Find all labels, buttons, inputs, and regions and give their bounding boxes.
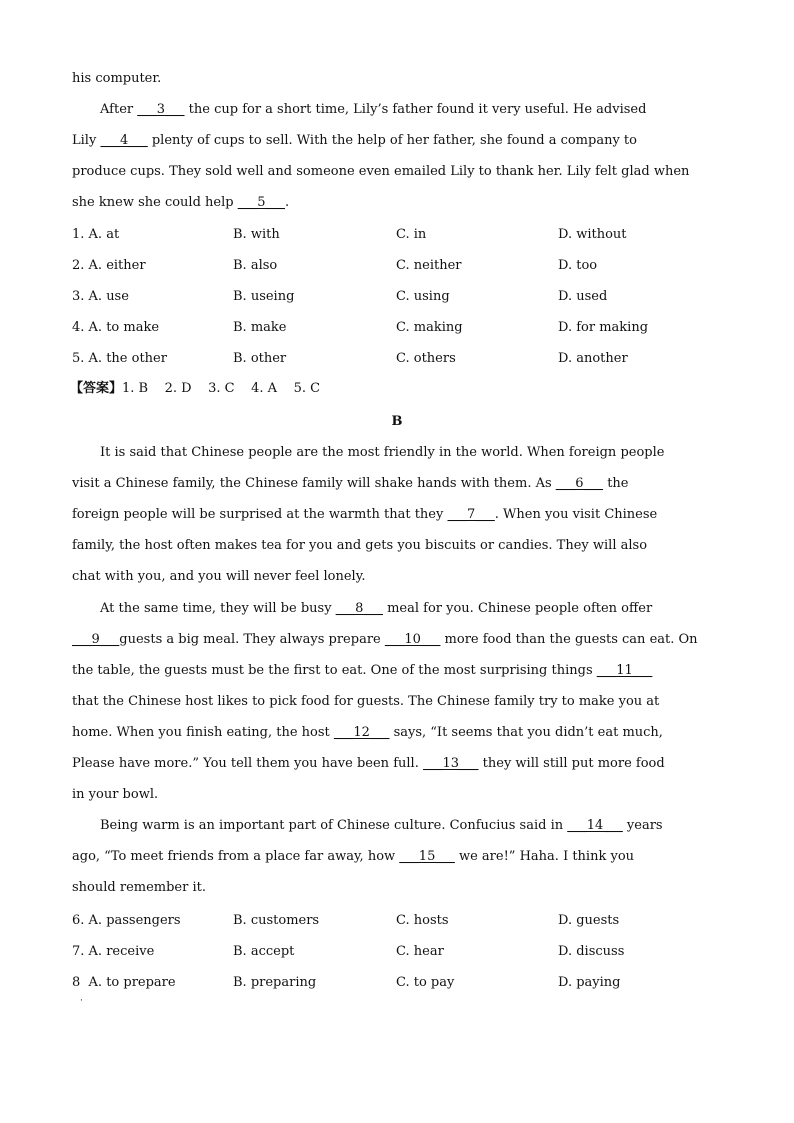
text-run: . When you visit Chinese	[494, 507, 658, 522]
passage-b-line	[72, 507, 657, 523]
option-d: D. discuss	[558, 944, 625, 959]
passage-b-line	[72, 476, 629, 492]
text-run: the table, the guests must be the first to eat. One of the most surprising things	[72, 663, 597, 678]
passage-a-line: After ___3___ the cup for a short time, Lily’s father found it very useful. He advised	[100, 102, 647, 117]
option-b: B. make	[233, 320, 287, 335]
option-c: C. to pay	[396, 975, 455, 990]
passage-a-line: she knew she could help ___5___.	[72, 195, 290, 210]
option-a: 1. A. at	[72, 227, 120, 242]
option-a: 4. A. to make	[72, 320, 160, 335]
option-a: 8 A. to prepare	[72, 975, 176, 990]
text-run: At the same time, they will be busy	[100, 601, 336, 616]
passage-b-line	[72, 787, 158, 803]
text-run: visit a Chinese family, the Chinese family will shake hands with them. As	[72, 476, 556, 491]
passage-a-line: produce cups. They sold well and someone even emailed Lily to thank her. Lily felt glad when	[72, 164, 690, 179]
blank-14: ___14___	[567, 818, 623, 833]
passage-b-line	[72, 694, 659, 710]
blank-13: ___13___	[422, 756, 479, 771]
section-title: B	[391, 414, 403, 429]
text-run: meal for you. Chinese people often offer	[382, 601, 653, 616]
option-c: C. making	[396, 320, 463, 335]
passage-b-line	[100, 601, 652, 617]
text-run: says, “It seems that you didn’t eat much,	[389, 725, 663, 740]
option-c: C. others	[396, 351, 456, 366]
text-run: we are!” Haha. I think you	[454, 849, 635, 864]
passage-b-line	[72, 849, 634, 865]
text-run: more food than the guests can eat. On	[440, 632, 698, 647]
option-a: 5. A. the other	[72, 351, 167, 366]
option-d: D. used	[558, 289, 608, 304]
passage-b-line	[72, 569, 365, 585]
text-run: they will still put more food	[478, 756, 665, 771]
blank-5: ___5___	[237, 195, 285, 210]
passage-b-line	[72, 538, 647, 554]
option-c: C. hear	[396, 944, 444, 959]
option-c: C. neither	[396, 258, 462, 273]
option-b: B. useing	[233, 289, 295, 304]
answer-text: 1. B 2. D 3. C 4. A 5. C	[122, 381, 321, 396]
option-c: C. using	[396, 289, 450, 304]
option-c: C. hosts	[396, 913, 449, 928]
option-a: 7. A. receive	[72, 944, 155, 959]
passage-b-line	[100, 445, 664, 461]
text-run: in your bowl.	[72, 787, 159, 802]
text-run: ago, “To meet friends from a place far away, how	[72, 849, 400, 864]
passage-a-line: Lily ___4___ plenty of cups to sell. With the help of her father, she found a company to	[72, 133, 637, 148]
option-b: B. preparing	[233, 975, 317, 990]
answer-key	[70, 381, 320, 397]
passage-b-line	[72, 756, 665, 772]
text-run: should remember it.	[72, 880, 206, 895]
option-b: B. other	[233, 351, 287, 366]
blank-6: ___6___	[555, 476, 604, 491]
blank-10: ___10___	[384, 632, 441, 647]
answer-label: 【答案】	[70, 381, 123, 396]
passage-b-line	[100, 818, 663, 834]
text-run: years	[622, 818, 663, 833]
option-d: D. paying	[558, 975, 621, 990]
text-run: that the Chinese host likes to pick food for guests. The Chinese family try to make you at	[72, 694, 660, 709]
text-run: Being warm is an important part of Chinese culture. Confucius said in	[100, 818, 568, 833]
blank-12: ___12___	[333, 725, 390, 740]
option-d: D. guests	[558, 913, 620, 928]
option-c: C. in	[396, 227, 427, 242]
option-d: D. too	[558, 258, 598, 273]
passage-a-tail: his computer.	[72, 71, 162, 86]
option-a: 6. A. passengers	[72, 913, 181, 928]
text-run: It is said that Chinese people are the most friendly in the world. When foreign people	[100, 445, 665, 460]
text-run: home. When you finish eating, the host	[72, 725, 334, 740]
blank-11: ___11___	[596, 663, 653, 678]
passage-b-line	[72, 632, 698, 648]
option-a: 3. A. use	[72, 289, 129, 304]
blank-4: ___4___	[100, 133, 148, 148]
text-run: Please have more.” You tell them you have been full.	[72, 756, 423, 771]
option-b: B. accept	[233, 944, 295, 959]
text-run: guests a big meal. They always prepare	[119, 632, 385, 647]
passage-b-line	[72, 880, 206, 896]
stray-mark: ·	[80, 996, 83, 1006]
passage-b-line	[72, 663, 652, 679]
text-run: the	[603, 476, 629, 491]
passage-b-line	[72, 725, 663, 741]
option-a: 2. A. either	[72, 258, 146, 273]
text-run: family, the host often makes tea for you and gets you biscuits or candies. They will also	[72, 538, 648, 553]
option-d: D. without	[558, 227, 627, 242]
option-b: B. also	[233, 258, 278, 273]
option-d: D. for making	[558, 320, 649, 335]
blank-15: ___15___	[399, 849, 455, 864]
option-b: B. with	[233, 227, 280, 242]
blank-7: ___7___	[447, 507, 495, 522]
option-d: D. another	[558, 351, 628, 366]
option-b: B. customers	[233, 913, 320, 928]
text-run: chat with you, and you will never feel lonely.	[72, 569, 366, 584]
text-run: foreign people will be surprised at the warmth that they	[72, 507, 448, 522]
blank-9: ___9___	[72, 632, 120, 647]
blank-8: ___8___	[335, 601, 383, 616]
blank-3: ___3___	[137, 102, 185, 117]
